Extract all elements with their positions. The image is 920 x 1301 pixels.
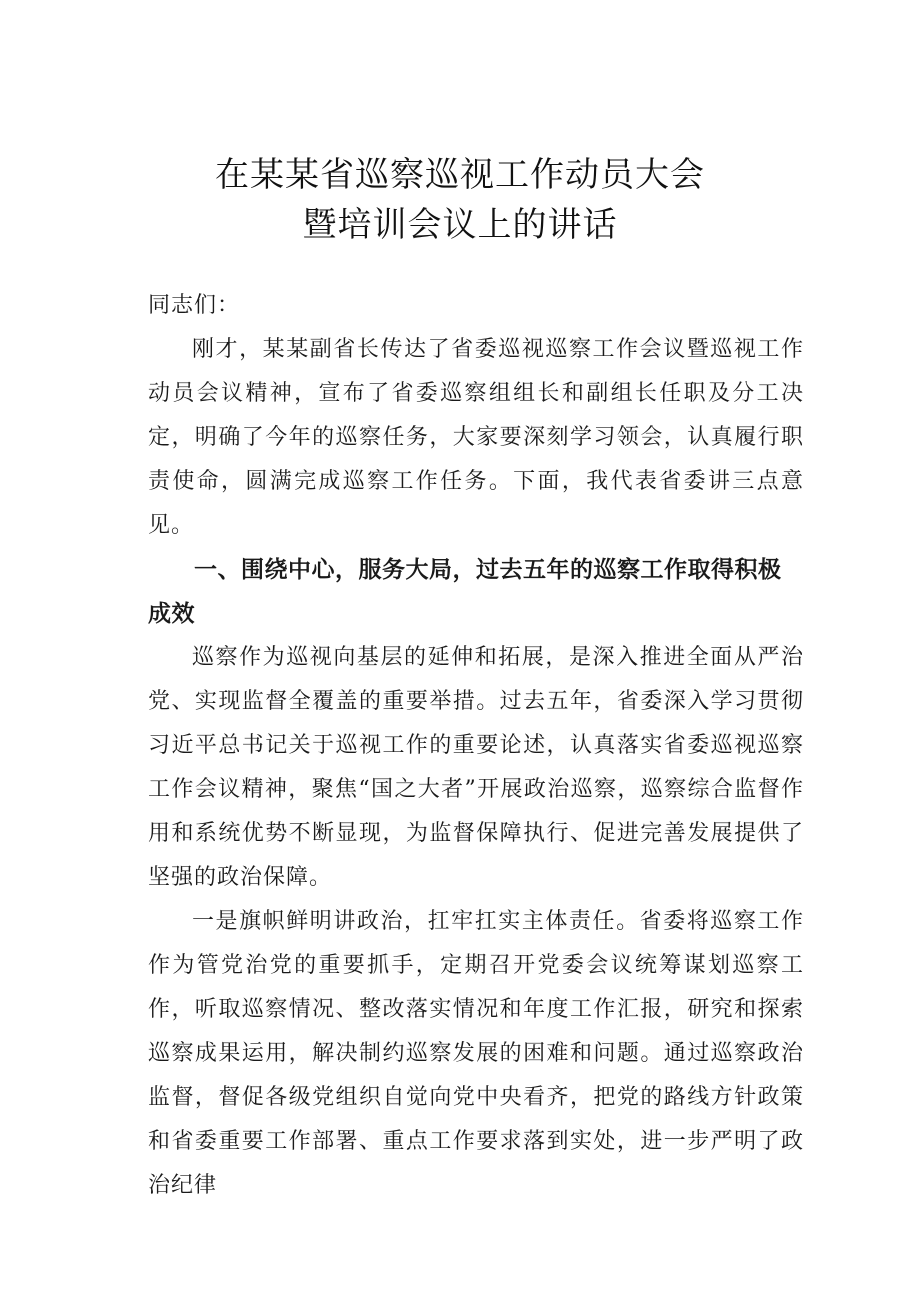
title-line-2: 暨培训会议上的讲话 xyxy=(302,205,618,245)
section-paragraph-1: 巡察作为巡视向基层的延伸和拓展，是深入推进全面从严治党、实现监督全覆盖的重要举措。过去五年，省委深入学习贯彻习近平总书记关于巡视工作的重要论述，认真落实省委巡视巡察工作会议精神，聚焦“国之大者”开展政治巡察，巡察综合监督作用和系统优势不断显现，为监督保障执行、促进完善发展提供了坚强的政治保障。 xyxy=(148,645,804,890)
document-body xyxy=(148,284,804,1208)
intro-paragraph: 刚才，某某副省长传达了省委巡视巡察工作会议暨巡视工作动员会议精神，宣布了省委巡察组组长和副组长任职及分工决定，明确了今年的巡察任务，大家要深刻学习领会，认真履行职责使命，圆满完成巡察工作任务。下面，我代表省委讲三点意见。 xyxy=(148,337,804,538)
document-title xyxy=(0,150,920,250)
salutation: 同志们： xyxy=(148,293,241,318)
title-line-1: 在某某省巡察巡视工作动员大会 xyxy=(215,155,705,195)
section-heading-1: 一、围绕中心，服务大局，过去五年的巡察工作取得积极成效 xyxy=(148,557,782,627)
section-paragraph-2: 一是旗帜鲜明讲政治，扛牢扛实主体责任。省委将巡察工作作为管党治党的重要抓手，定期召开党委会议统筹谋划巡察工作，听取巡察情况、整改落实情况和年度工作汇报，研究和探索巡察成果运用，解决制约巡察发展的困难和问题。通过巡察政治监督，督促各级党组织自觉向党中央看齐，把党的路线方针政策和省委重要工作部署、重点工作要求落到实处，进一步严明了政治纪律 xyxy=(148,909,804,1198)
